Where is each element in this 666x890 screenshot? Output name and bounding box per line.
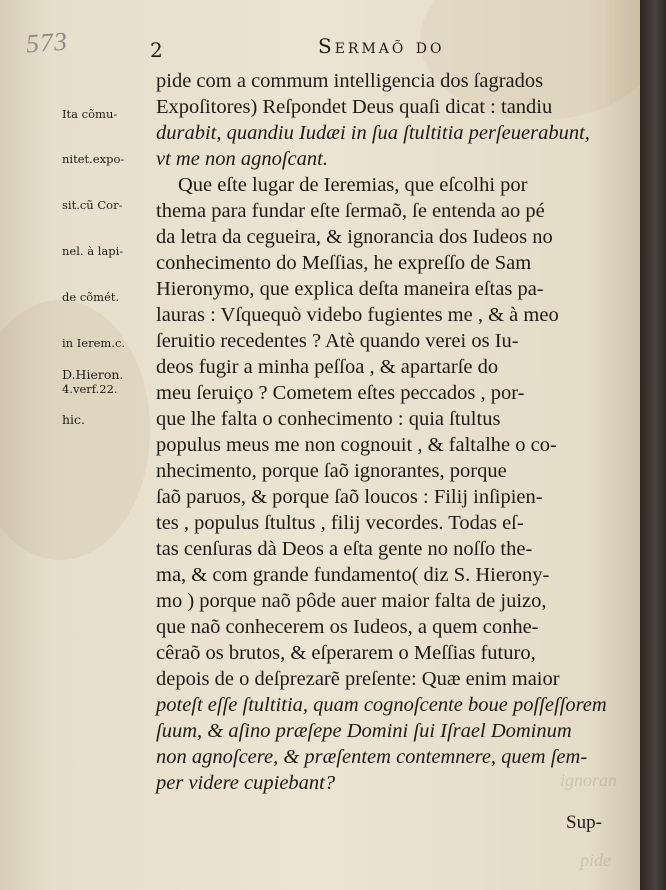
text-line: que lhe falta o conhecimento : quia ſtultus <box>156 408 501 430</box>
show-through-text: pide <box>580 850 611 870</box>
margin-note-line: Ita cõmu- <box>62 106 118 121</box>
text-line: conhecimento do Meſſias, he expreſſo de Sam <box>156 252 532 274</box>
margin-note-hieronymus <box>62 336 126 458</box>
show-through-text: ignoran <box>560 770 618 790</box>
sermon-text <box>156 68 622 796</box>
text-line: pide com a commum intelligencia dos ſagrados <box>156 70 544 92</box>
catchword: Sup- <box>566 812 602 833</box>
text-line: que naõ conhecerem os Iudeos, a quem conhe- <box>156 616 539 638</box>
text-line: Que eſte lugar de Ieremias, que eſcolhi por <box>178 174 528 196</box>
page-number: 2 <box>150 38 163 62</box>
margin-note-line: 4.verf.22. <box>62 381 118 396</box>
text-line: populus meus me non cognouit , & faltalhe o co- <box>156 434 557 456</box>
margin-note-line: nel. à lapi- <box>62 244 124 259</box>
text-line: tas cenſuras dà Deos a eſta gente no noſſo the- <box>156 538 533 560</box>
running-head: Sermaõ do <box>318 34 445 58</box>
manuscript-folio-number: 573 <box>25 26 69 59</box>
text-line: ſuum, & aſino præſepe Domini ſui Iſrael Dominum <box>156 720 572 742</box>
margin-note-line: sit.cũ Cor- <box>62 198 123 213</box>
book-gutter <box>640 0 666 890</box>
margin-note-line: in Ierem.c. <box>62 336 126 351</box>
text-line: non agnoſcere, & præſentem contemnere, quem ſem- <box>156 746 588 768</box>
text-line: ma, & com grande fundamento( diz S. Hierony- <box>156 564 550 586</box>
text-line: poteſt eſſe ſtultitia, quam cognoſcente boue poſſeſſorem <box>156 694 607 716</box>
text-line: deos fugir a minha peſſoa , & apartarſe do <box>156 356 499 378</box>
text-line: vt me non agnoſcant. <box>156 148 328 170</box>
text-line: meu ſeruiço ? Cometem eſtes peccados , por- <box>156 382 525 404</box>
text-line: thema para fundar eſte ſermaõ, ſe entenda ao pé <box>156 200 545 222</box>
text-line: da letra da cegueira, & ignorancia dos Iudeos no <box>156 226 553 248</box>
text-line: Expoſitores) Reſpondet Deus quaſi dicat : tandiu <box>156 96 553 118</box>
text-line: tes , populus ſtultus , filij vecordes. Todas eſ- <box>156 512 524 534</box>
margin-note-line: D.Hieron. <box>62 366 124 382</box>
margin-note-line: nitet.expo- <box>62 152 125 167</box>
text-line: per videre cupiebant? <box>156 772 336 794</box>
text-line: depois de o deſprezarẽ preſente: Quæ enim maior <box>156 668 560 690</box>
margin-note-line: hic. <box>62 412 86 428</box>
text-line: mo ) porque naõ pôde auer maior falta de juizo, <box>156 590 547 612</box>
text-line: ſeruitio recedentes ? Atè quando verei os Iu- <box>156 330 519 352</box>
margin-note-line: de cõmét. <box>62 290 120 305</box>
text-line: lauras : Vſquequò videbo fugientes me , & à meo <box>156 304 559 326</box>
text-line: nhecimento, porque ſaõ ignorantes, porque <box>156 460 507 482</box>
text-line: cêraõ os brutos, & eſperarem o Meſſias futuro, <box>156 642 536 664</box>
text-line: ſaõ paruos, & porque ſaõ loucos : Filij inſipien- <box>156 486 543 508</box>
text-line: Hieronymo, que explica deſta maneira eſtas pa- <box>156 278 544 300</box>
text-line: durabit, quandiu Iudæi in ſua ſtultitia perſeuerabunt, <box>156 122 590 144</box>
